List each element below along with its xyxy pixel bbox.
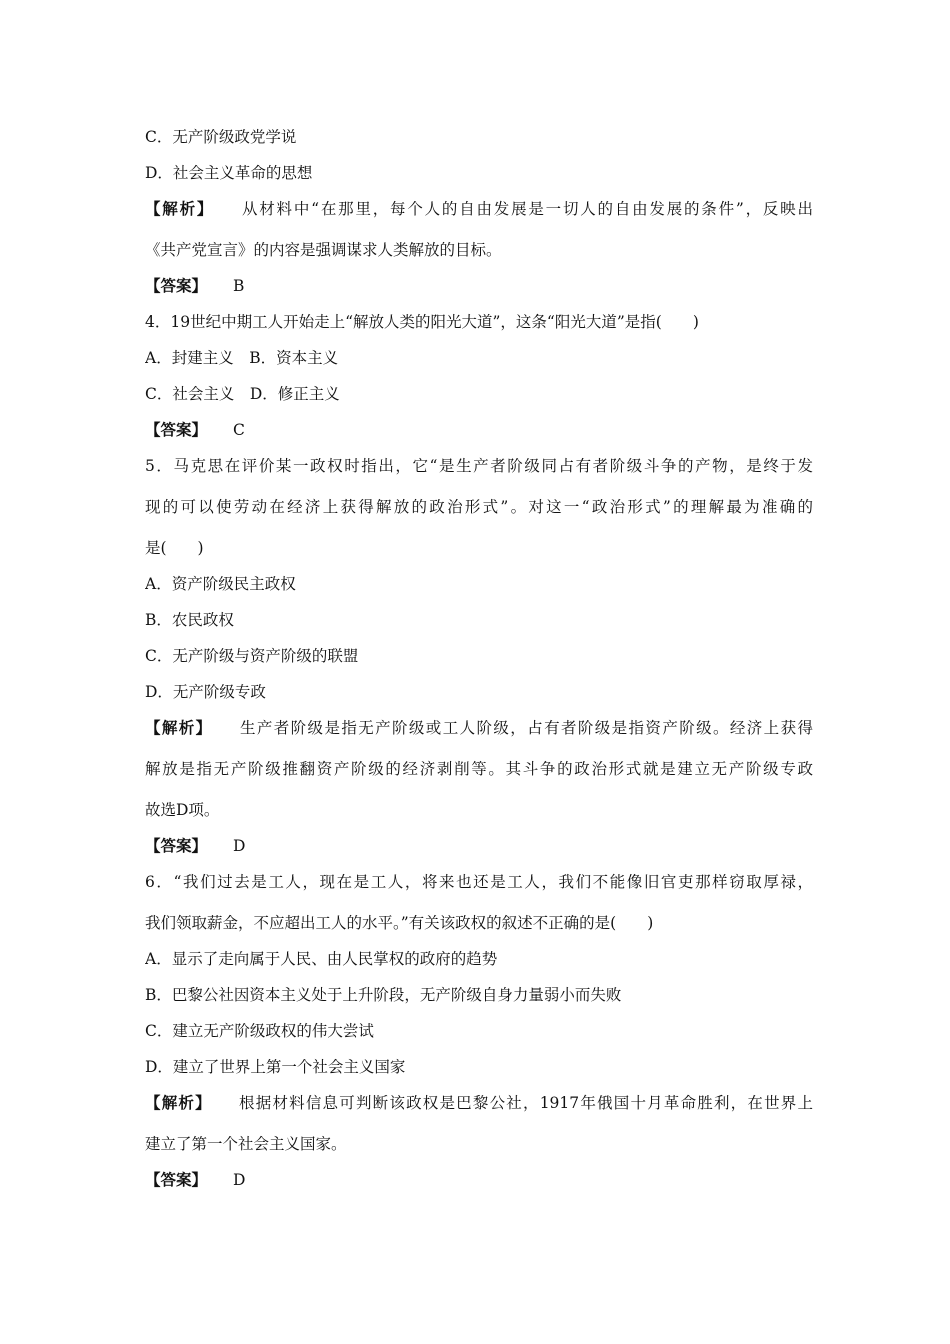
q6-analysis-line-2: 建立了第一个社会主义国家。 [145,1135,347,1153]
q6-option-c: C．建立无产阶级政权的伟大尝试 [145,1022,374,1040]
q5-option-d: D．无产阶级专政 [145,683,266,701]
q6-option-b: B．巴黎公社因资本主义处于上升阶段，无产阶级自身力量弱小而失败 [145,986,622,1004]
answer-tag: 【答案】 [145,276,208,295]
q3-answer [145,276,813,296]
answer-tag: 【答案】 [145,1170,208,1189]
q5-stem-line-3: 是( ) [145,539,204,557]
analysis-text: 根据材料信息可判断该政权是巴黎公社，1917年俄国十月革命胜利，在世界上 [237,1094,813,1112]
answer-tag: 【答案】 [145,420,208,439]
q4-options-cd: C．社会主义 D．修正主义 [145,385,340,403]
q5-analysis-line-2: 解放是指无产阶级推翻资产阶级的经济剥削等。其斗争的政治形式就是建立无产阶级专政 [145,760,813,778]
analysis-text: 生产者阶级是指无产阶级或工人阶级，占有者阶级是指资产阶级。经济上获得 [238,719,813,737]
q4-answer [145,420,813,440]
q3-option-c: C．无产阶级政党学说 [145,128,297,146]
analysis-tag: 【解析】 [145,199,215,218]
analysis-text: 从材料中“在那里，每个人的自由发展是一切人的自由发展的条件”，反映出 [240,200,813,218]
q5-stem-line-1: 5．马克思在评价某一政权时指出，它“是生产者阶级同占有者阶级斗争的产物，是终于发 [145,457,813,475]
analysis-tag: 【解析】 [145,718,213,737]
answer-value: D [233,1171,246,1189]
q5-analysis-line-3: 故选D项。 [145,801,220,819]
analysis-tag: 【解析】 [145,1093,212,1112]
answer-value: C [233,421,245,439]
q6-stem-line-1: 6．“我们过去是工人，现在是工人，将来也还是工人，我们不能像旧官吏那样窃取厚禄， [145,873,813,891]
answer-value: D [233,837,246,855]
q3-analysis-line-2: 《共产党宣言》的内容是强调谋求人类解放的目标。 [145,241,502,259]
q6-answer [145,1170,813,1190]
q6-option-a: A．显示了走向属于人民、由人民掌权的政府的趋势 [145,950,498,968]
q5-analysis-line-1 [145,718,813,738]
q5-answer [145,836,813,856]
q5-option-b: B．农民政权 [145,611,234,629]
q6-analysis-line-1 [145,1093,813,1113]
q4-options-ab: A．封建主义 B．资本主义 [145,349,339,367]
q6-stem-line-2: 我们领取薪金，不应超出工人的水平。”有关该政权的叙述不正确的是( ) [145,914,654,932]
q3-analysis-line-1 [145,199,813,219]
q5-option-c: C．无产阶级与资产阶级的联盟 [145,647,359,665]
answer-value: B [233,277,245,295]
q6-option-d: D．建立了世界上第一个社会主义国家 [145,1058,406,1076]
q3-option-d: D．社会主义革命的思想 [145,164,313,182]
q5-stem-line-2: 现的可以使劳动在经济上获得解放的政治形式”。对这一“政治形式”的理解最为准确的 [145,498,813,516]
q4-stem: 4．19世纪中期工人开始走上“解放人类的阳光大道”，这条“阳光大道”是指( ) [145,313,699,331]
answer-tag: 【答案】 [145,836,208,855]
q5-option-a: A．资产阶级民主政权 [145,575,296,593]
